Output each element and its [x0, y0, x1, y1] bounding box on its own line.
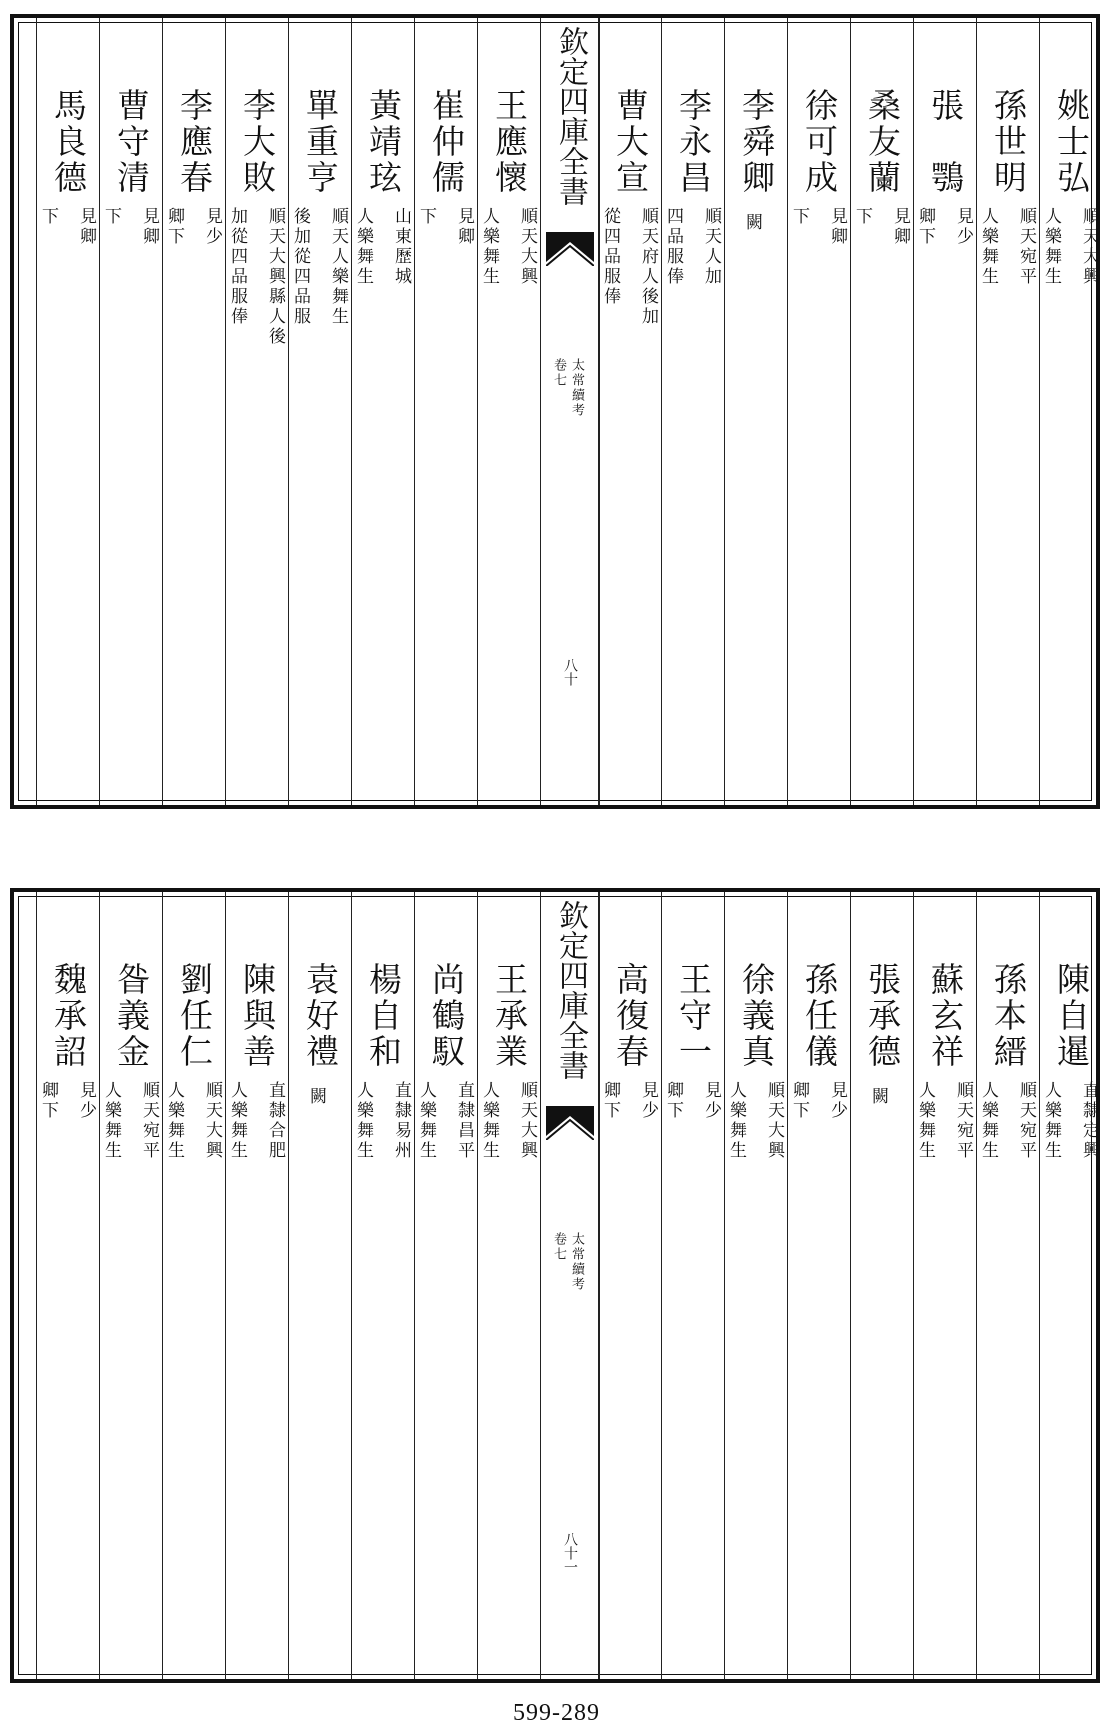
person-name: 張 鶚 [926, 88, 965, 196]
entry-column [976, 18, 1039, 805]
person-name: 魏承詔 [49, 962, 88, 1070]
annotation-text: 人樂舞生 [1041, 207, 1061, 287]
annotation-text: 四品服俸 [663, 207, 683, 287]
annotation-text: 順天宛平 [1016, 207, 1036, 287]
entry-column [976, 892, 1039, 1679]
person-name: 桑友蘭 [863, 88, 902, 196]
annotation-text: 人樂舞生 [479, 1081, 499, 1161]
leaf-page-number: 八十 [562, 658, 578, 686]
person-name: 徐義真 [737, 962, 776, 1070]
annotation-text: 見卿 [890, 207, 910, 247]
person-name: 高復春 [611, 962, 650, 1070]
person-name: 袁好禮 [301, 962, 340, 1070]
annotation-text: 見少 [638, 1081, 658, 1121]
entry-column [913, 18, 976, 805]
person-name: 單重亨 [301, 88, 340, 196]
entry-column [288, 892, 351, 1679]
annotation-text: 卿下 [164, 207, 184, 247]
annotation-text: 卿下 [38, 1081, 58, 1121]
person-name: 崔仲儒 [427, 88, 466, 196]
annotation-text: 人樂舞生 [1041, 1081, 1061, 1161]
annotation-text: 卿下 [663, 1081, 683, 1121]
entry-column [598, 892, 661, 1679]
annotation-text: 順天人樂舞生 [328, 207, 348, 327]
annotation-text: 下 [38, 207, 58, 227]
annotation-text: 順天宛平 [1016, 1081, 1036, 1161]
annotation-text: 順天大興 [1079, 207, 1099, 287]
entry-column [1039, 18, 1102, 805]
book-title: 欽定四庫全書 [553, 26, 588, 206]
annotation-text: 卿下 [600, 1081, 620, 1121]
volume-title: 太常續考 [569, 1232, 584, 1292]
annotation-text: 山東歷城 [391, 207, 411, 287]
entry-column [787, 18, 850, 805]
annotation-text: 闕 [742, 213, 762, 233]
person-name: 蘇玄祥 [926, 962, 965, 1070]
person-name: 李永昌 [674, 88, 713, 196]
annotation-text: 闕 [868, 1087, 888, 1107]
annotation-text: 順天大興 [202, 1081, 222, 1161]
entry-column [850, 18, 913, 805]
annotation-text: 人樂舞生 [978, 1081, 998, 1161]
person-name: 曹大宣 [611, 88, 650, 196]
annotation-text: 順天人加 [701, 207, 721, 287]
annotation-text: 人樂舞生 [353, 1081, 373, 1161]
annotation-text: 下 [416, 207, 436, 227]
annotation-text: 見卿 [827, 207, 847, 247]
person-name: 孫世明 [989, 88, 1028, 196]
person-name: 李應春 [175, 88, 214, 196]
entry-column [913, 892, 976, 1679]
entry-column [36, 892, 99, 1679]
person-name: 李大敗 [238, 88, 277, 196]
person-name: 陳與善 [238, 962, 277, 1070]
entry-column [414, 892, 477, 1679]
person-name: 徐可成 [800, 88, 839, 196]
entry-column [162, 892, 225, 1679]
entry-column [225, 892, 288, 1679]
center-margin-column [540, 892, 600, 1679]
annotation-text: 從四品服俸 [600, 207, 620, 307]
volume-title: 太常續考 [569, 358, 584, 418]
annotation-text: 直隸合肥 [265, 1081, 285, 1161]
entry-column [36, 18, 99, 805]
annotation-text: 闕 [306, 1087, 326, 1107]
annotation-text: 順天宛平 [139, 1081, 159, 1161]
person-name: 昝義金 [112, 962, 151, 1070]
fishtail-mark-icon [546, 1106, 594, 1140]
annotation-text: 見卿 [139, 207, 159, 247]
annotation-text: 後加從四品服 [290, 207, 310, 327]
person-name: 王應懷 [490, 88, 529, 196]
person-name: 孫任儀 [800, 962, 839, 1070]
annotation-text: 人樂舞生 [978, 207, 998, 287]
entry-column [99, 18, 162, 805]
person-name: 李舜卿 [737, 88, 776, 196]
entry-column [598, 18, 661, 805]
page-footer-number: 599-289 [513, 1700, 600, 1726]
annotation-text: 直隸昌平 [454, 1081, 474, 1161]
entry-column [477, 892, 540, 1679]
entry-column [787, 892, 850, 1679]
book-title: 欽定四庫全書 [553, 900, 588, 1080]
annotation-text: 加從四品服俸 [227, 207, 247, 327]
entry-column [162, 18, 225, 805]
annotation-text: 人樂舞生 [726, 1081, 746, 1161]
annotation-text: 見少 [76, 1081, 96, 1121]
person-name: 孫本縉 [989, 962, 1028, 1070]
annotation-text: 順天宛平 [953, 1081, 973, 1161]
person-name: 曹守清 [112, 88, 151, 196]
person-name: 馬良德 [49, 88, 88, 196]
annotation-text: 下 [101, 207, 121, 227]
person-name: 王守一 [674, 962, 713, 1070]
person-name: 黃靖玹 [364, 88, 403, 196]
annotation-text: 下 [789, 207, 809, 227]
volume-number: 卷七 [551, 1232, 566, 1262]
annotation-text: 人樂舞生 [164, 1081, 184, 1161]
entry-column [225, 18, 288, 805]
entry-column [850, 892, 913, 1679]
entry-column [724, 18, 787, 805]
entry-column [661, 18, 724, 805]
annotation-text: 見少 [827, 1081, 847, 1121]
annotation-text: 人樂舞生 [101, 1081, 121, 1161]
person-name: 劉任仁 [175, 962, 214, 1070]
annotation-text: 見少 [202, 207, 222, 247]
annotation-text: 見卿 [454, 207, 474, 247]
entry-column [351, 18, 414, 805]
annotation-text: 見少 [953, 207, 973, 247]
person-name: 張承德 [863, 962, 902, 1070]
leaf-page-number: 八十一 [562, 1532, 578, 1574]
annotation-text: 順天大興 [517, 1081, 537, 1161]
annotation-text: 卿下 [789, 1081, 809, 1121]
person-name: 陳自暹 [1052, 962, 1091, 1070]
annotation-text: 順天大興縣人後 [265, 207, 285, 347]
entry-column [288, 18, 351, 805]
annotation-text: 直隸定興 [1079, 1081, 1099, 1161]
annotation-text: 人樂舞生 [416, 1081, 436, 1161]
fishtail-mark-icon [546, 232, 594, 266]
person-name: 尚鶴馭 [427, 962, 466, 1070]
person-name: 姚士弘 [1052, 88, 1091, 196]
annotation-text: 順天府人後加 [638, 207, 658, 327]
annotation-text: 直隸易州 [391, 1081, 411, 1161]
entry-column [1039, 892, 1102, 1679]
center-margin-column [540, 18, 600, 805]
annotation-text: 見少 [701, 1081, 721, 1121]
annotation-text: 下 [852, 207, 872, 227]
page-block-bottom [10, 888, 1100, 1683]
annotation-text: 人樂舞生 [227, 1081, 247, 1161]
page-block-top [10, 14, 1100, 809]
annotation-text: 順天大興 [764, 1081, 784, 1161]
entry-column [351, 892, 414, 1679]
entry-column [724, 892, 787, 1679]
entry-column [414, 18, 477, 805]
person-name: 王承業 [490, 962, 529, 1070]
volume-number: 卷七 [551, 358, 566, 388]
annotation-text: 人樂舞生 [479, 207, 499, 287]
annotation-text: 卿下 [915, 207, 935, 247]
annotation-text: 人樂舞生 [915, 1081, 935, 1161]
entry-column [477, 18, 540, 805]
entry-column [99, 892, 162, 1679]
annotation-text: 人樂舞生 [353, 207, 373, 287]
person-name: 楊自和 [364, 962, 403, 1070]
annotation-text: 見卿 [76, 207, 96, 247]
entry-column [661, 892, 724, 1679]
annotation-text: 順天大興 [517, 207, 537, 287]
